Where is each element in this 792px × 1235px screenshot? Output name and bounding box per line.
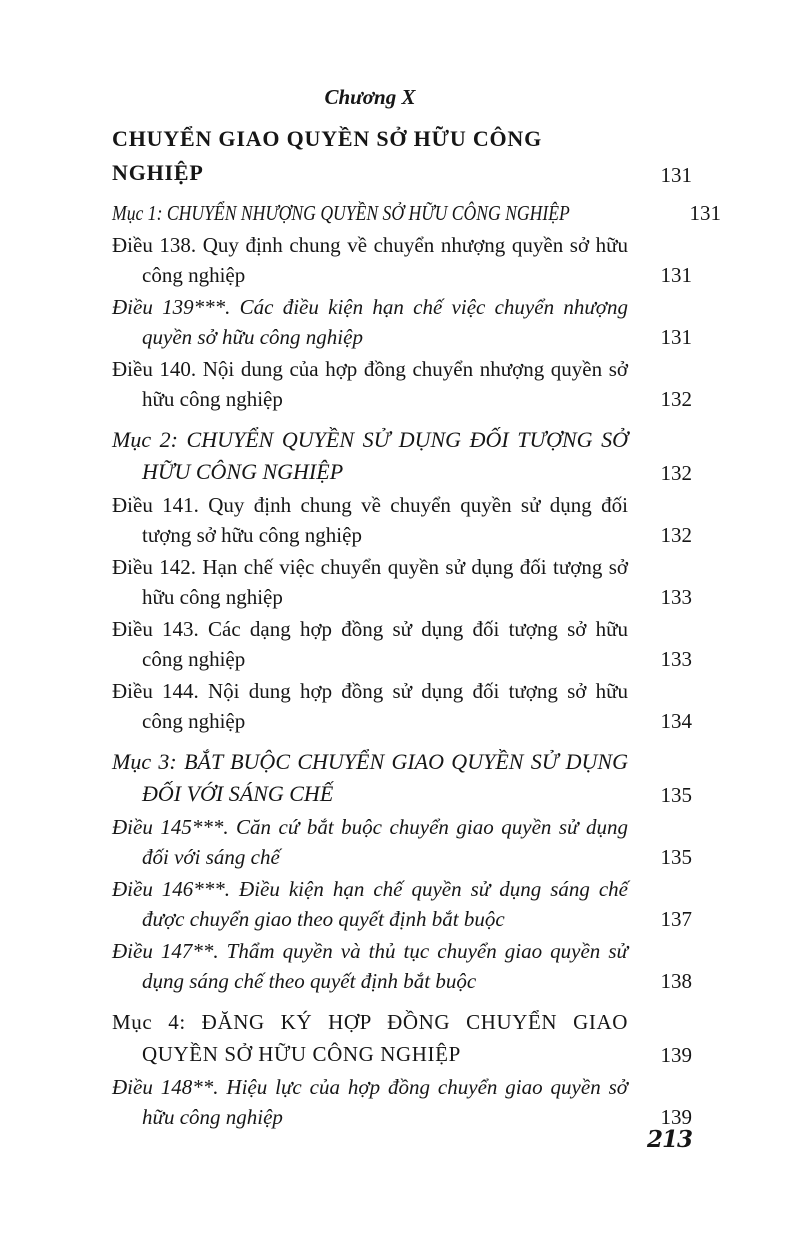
chapter-header-row bbox=[112, 82, 692, 112]
toc-entry bbox=[112, 676, 692, 736]
toc-entry-page-number: 138 bbox=[660, 969, 692, 993]
toc-entry-text: Điều 148**. Hiệu lực của hợp đồng chuyển giao quyền sở hữu công nghiệp bbox=[112, 1075, 628, 1129]
toc-entry-text: Điều 146***. Điều kiện hạn chế quyền sử dụng sáng chế được chuyển giao theo quyết định bắt buộc bbox=[112, 877, 628, 931]
toc-entry bbox=[112, 936, 692, 996]
toc-entry bbox=[112, 292, 692, 352]
chapter-title-row bbox=[112, 122, 692, 190]
toc-entry-text: Mục 1: CHUYỂN NHƯỢNG QUYỀN SỞ HỮU CÔNG NGHIỆP bbox=[112, 201, 570, 225]
toc-entry-text: Điều 140. Nội dung của hợp đồng chuyển nhượng quyền sở hữu công nghiệp bbox=[112, 357, 628, 411]
toc-entry bbox=[112, 812, 692, 872]
toc-entry-page-number: 135 bbox=[660, 783, 692, 807]
toc-entry-text: Điều 143. Các dạng hợp đồng sử dụng đối tượng sở hữu công nghiệp bbox=[112, 617, 628, 671]
toc-entry-page-number: 139 bbox=[660, 1105, 692, 1129]
toc-entry bbox=[112, 1006, 692, 1070]
toc-entry-page-number: 137 bbox=[660, 907, 692, 931]
toc-entry-text: Điều 139***. Các điều kiện hạn chế việc chuyển nhượng quyền sở hữu công nghiệp bbox=[112, 295, 628, 349]
toc-entry-page-number: 134 bbox=[660, 709, 692, 733]
toc-entry-page-number: 131 bbox=[660, 263, 692, 287]
toc-entry bbox=[112, 198, 722, 228]
toc-entry bbox=[112, 614, 692, 674]
chapter-label: Chương X bbox=[324, 85, 416, 109]
toc-entry-text: Mục 4: ĐĂNG KÝ HỢP ĐỒNG CHUYỂN GIAO QUYỀN SỞ HỮU CÔNG NGHIỆP bbox=[112, 1010, 628, 1066]
toc-entry-page-number: 132 bbox=[660, 523, 692, 547]
chapter-title-page-number: 131 bbox=[660, 163, 692, 187]
toc-entry-page-number: 133 bbox=[660, 585, 692, 609]
toc-entry-text: Điều 145***. Căn cứ bắt buộc chuyển giao quyền sử dụng đối với sáng chế bbox=[112, 815, 628, 869]
toc-entry-page-number: 133 bbox=[660, 647, 692, 671]
chapter-title: CHUYỂN GIAO QUYỀN SỞ HỮU CÔNG NGHIỆP bbox=[112, 126, 543, 185]
toc-entry-page-number: 139 bbox=[660, 1043, 692, 1067]
toc-entry bbox=[112, 746, 692, 810]
toc-entry-page-number: 131 bbox=[660, 325, 692, 349]
toc-entry bbox=[112, 230, 692, 290]
toc-entry-text: Điều 144. Nội dung hợp đồng sử dụng đối tượng sở hữu công nghiệp bbox=[112, 679, 628, 733]
toc-entry-text: Điều 147**. Thẩm quyền và thủ tục chuyển giao quyền sử dụng sáng chế theo quyết định bắt buộc bbox=[112, 939, 628, 993]
toc-list bbox=[112, 198, 722, 1132]
toc-entry-page-number: 132 bbox=[660, 387, 692, 411]
toc-entry-page-number: 131 bbox=[689, 201, 722, 225]
toc-entry bbox=[112, 354, 692, 414]
toc-entry-text: Mục 3: BẮT BUỘC CHUYỂN GIAO QUYỀN SỬ DỤNG ĐỐI VỚI SÁNG CHẾ bbox=[112, 749, 628, 806]
toc-entry bbox=[112, 424, 692, 488]
toc-entry-text: Điều 138. Quy định chung về chuyển nhượng quyền sở hữu công nghiệp bbox=[112, 233, 628, 287]
page-number: 213 bbox=[646, 1126, 692, 1153]
toc-entry-page-number: 132 bbox=[660, 461, 692, 485]
toc-entry-text: Điều 142. Hạn chế việc chuyển quyền sử dụng đối tượng sở hữu công nghiệp bbox=[112, 555, 628, 609]
toc-entry-page-number: 135 bbox=[660, 845, 692, 869]
toc-entry bbox=[112, 490, 692, 550]
toc-entry-text: Điều 141. Quy định chung về chuyển quyền sử dụng đối tượng sở hữu công nghiệp bbox=[112, 493, 628, 547]
toc-entry bbox=[112, 874, 692, 934]
toc-entry bbox=[112, 552, 692, 612]
toc-entry-text: Mục 2: CHUYỂN QUYỀN SỬ DỤNG ĐỐI TƯỢNG SỞ HỮU CÔNG NGHIỆP bbox=[112, 427, 628, 484]
toc-entry bbox=[112, 1072, 692, 1132]
